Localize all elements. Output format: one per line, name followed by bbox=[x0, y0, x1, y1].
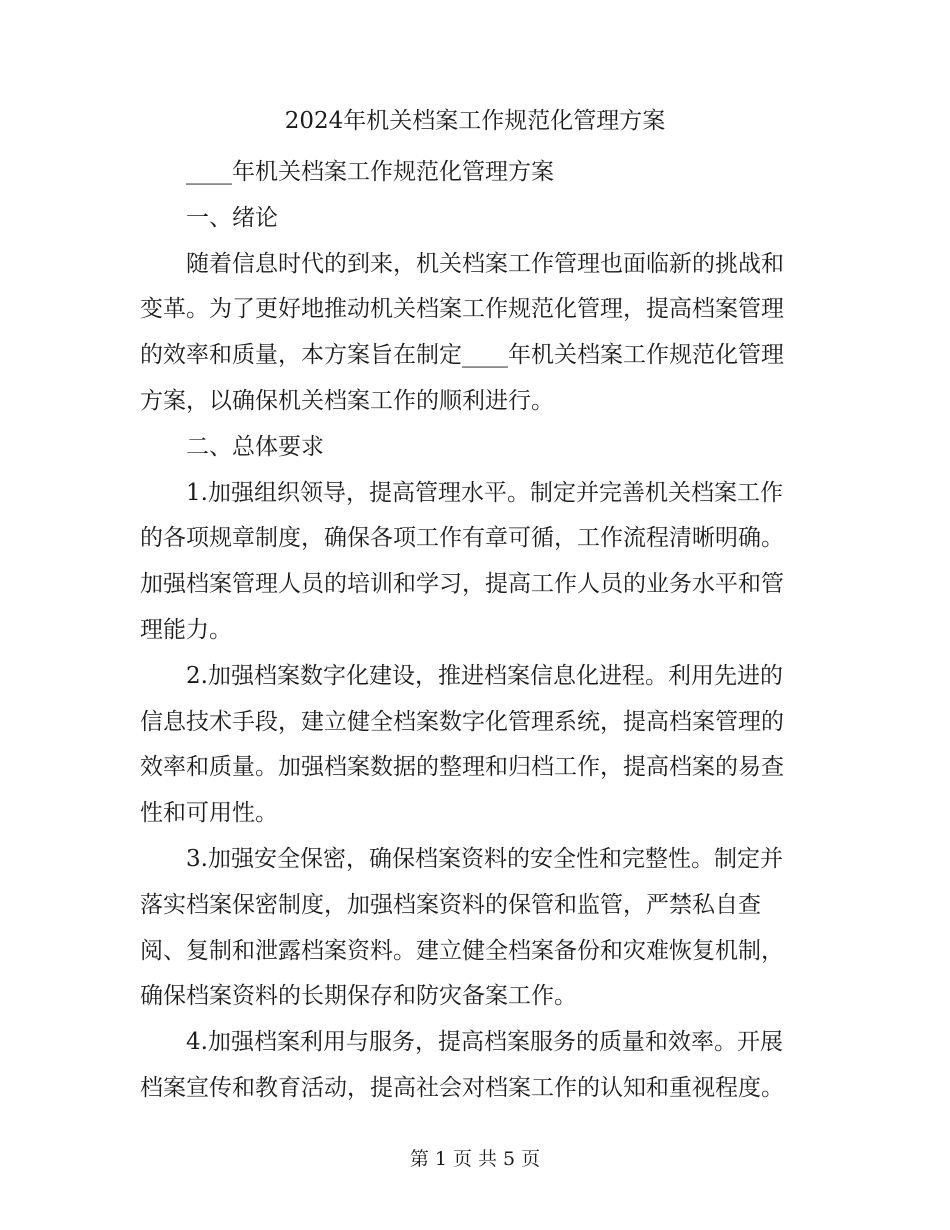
document-body bbox=[140, 150, 810, 1112]
paragraph-line: 档案宣传和教育活动，提高社会对档案工作的认知和重视程度。 bbox=[140, 1074, 784, 1101]
paragraph-line: 加强档案管理人员的培训和学习，提高工作人员的业务水平和管 bbox=[140, 571, 784, 598]
page-number: 第 1 页 共 5 页 bbox=[409, 1148, 541, 1170]
paragraph-line: 的效率和质量，本方案旨在制定____年机关档案工作规范化管理 bbox=[140, 342, 784, 369]
paragraph-line: 确保档案资料的长期保存和防灾备案工作。 bbox=[140, 983, 577, 1010]
paragraph-line: 理能力。 bbox=[140, 616, 232, 643]
subtitle-line: ____年机关档案工作规范化管理方案 bbox=[186, 159, 554, 185]
paragraph-line: 变革。为了更好地推动机关档案工作规范化管理，提高档案管理 bbox=[140, 296, 784, 323]
paragraph-line: 性和可用性。 bbox=[140, 800, 278, 827]
paragraph-line: 信息技术手段，建立健全档案数字化管理系统，提高档案管理的 bbox=[140, 708, 784, 735]
paragraph-line: 方案，以确保机关档案工作的顺利进行。 bbox=[140, 387, 554, 414]
paragraph-line: 1.加强组织领导，提高管理水平。制定并完善机关档案工作 bbox=[186, 479, 783, 506]
paragraph-line: 随着信息时代的到来，机关档案工作管理也面临新的挑战和 bbox=[186, 250, 784, 277]
paragraph-line: 的各项规章制度，确保各项工作有章可循，工作流程清晰明确。 bbox=[140, 525, 784, 552]
paragraph-line: 4.加强档案利用与服务，提高档案服务的质量和效率。开展 bbox=[186, 1029, 783, 1056]
paragraph-line: 2.加强档案数字化建设，推进档案信息化进程。利用先进的 bbox=[186, 662, 783, 689]
document-title: 2024年机关档案工作规范化管理方案 bbox=[284, 108, 666, 134]
paragraph-line: 落实档案保密制度，加强档案资料的保管和监管，严禁私自查 bbox=[140, 891, 761, 918]
paragraph-line: 效率和质量。加强档案数据的整理和归档工作，提高档案的易查 bbox=[140, 754, 784, 781]
paragraph-line: 阅、复制和泄露档案资料。建立健全档案备份和灾难恢复机制， bbox=[140, 937, 784, 964]
paragraph-line: 3.加强安全保密，确保档案资料的安全性和完整性。制定并 bbox=[186, 845, 783, 872]
section-heading: 一、绪论 bbox=[186, 204, 278, 231]
section-heading: 二、总体要求 bbox=[186, 433, 324, 460]
